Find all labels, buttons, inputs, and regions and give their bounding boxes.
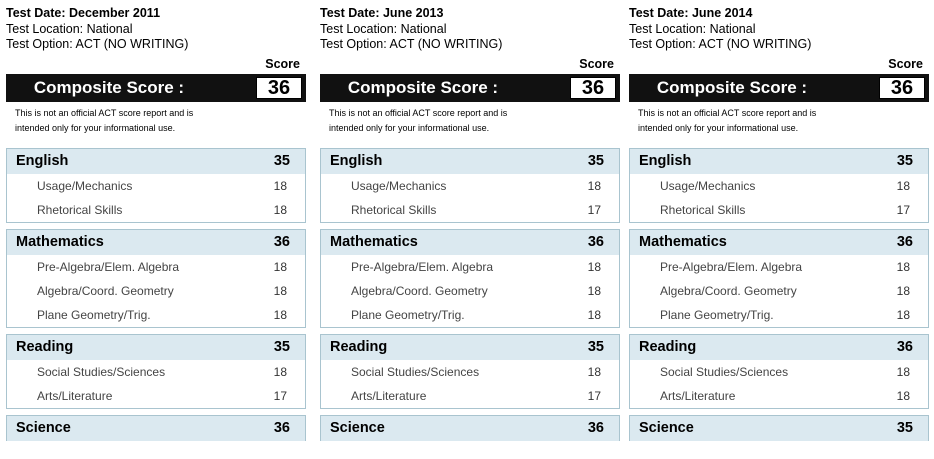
subscore-row (630, 279, 928, 303)
section-score: 35 (896, 153, 913, 169)
disclaimer (320, 102, 620, 142)
subscore-row (321, 384, 619, 408)
score-column-header: Score (888, 57, 923, 71)
section-score: 36 (896, 234, 913, 250)
subscore-row (7, 255, 305, 279)
subscore-value: 17 (273, 389, 287, 403)
subscore-value: 18 (587, 284, 601, 298)
section-header (7, 335, 305, 360)
section-title: Mathematics (16, 234, 104, 250)
subscore-row (321, 255, 619, 279)
subscore-name: Pre-Algebra/Elem. Algebra (37, 260, 180, 274)
composite-score-value: 36 (879, 77, 925, 99)
section-header (630, 335, 928, 360)
section-header (321, 335, 619, 360)
subscore-value: 18 (273, 365, 287, 379)
section-score: 36 (896, 339, 913, 355)
subscore-value: 17 (587, 203, 601, 217)
subscore-name: Plane Geometry/Trig. (351, 308, 465, 322)
section-science (320, 415, 620, 441)
composite-score-label: Composite Score : (347, 78, 499, 97)
subscore-value: 18 (587, 365, 601, 379)
section-score: 35 (587, 339, 604, 355)
disclaimer-line-2: intended only for your informational use. (329, 123, 490, 133)
subscore-name: Algebra/Coord. Geometry (351, 284, 488, 298)
section-title: Science (16, 420, 71, 436)
subscore-row (7, 303, 305, 327)
subscore-value: 18 (896, 308, 910, 322)
section-title: Reading (639, 339, 697, 355)
section-header (7, 149, 305, 174)
section-title: Reading (330, 339, 388, 355)
section-score: 36 (587, 420, 604, 436)
test-date: Test Date: June 2014 (629, 6, 753, 20)
section-score: 36 (273, 234, 290, 250)
test-date: Test Date: December 2011 (6, 6, 161, 20)
disclaimer (6, 102, 306, 142)
subscore-row (321, 303, 619, 327)
subscore-name: Pre-Algebra/Elem. Algebra (660, 260, 803, 274)
composite-score-bar (320, 74, 620, 102)
subscore-value: 18 (273, 179, 287, 193)
subscore-row (321, 174, 619, 198)
composite-score-label: Composite Score : (33, 78, 185, 97)
test-date: Test Date: June 2013 (320, 6, 444, 20)
report-column-jun-2013 (320, 0, 620, 441)
subscore-name: Arts/Literature (660, 389, 736, 403)
section-title: Mathematics (330, 234, 418, 250)
subscore-name: Social Studies/Sciences (37, 365, 166, 379)
subscore-name: Rhetorical Skills (37, 203, 123, 217)
test-option: Test Option: ACT (NO WRITING) (320, 37, 503, 51)
subscore-name: Rhetorical Skills (351, 203, 437, 217)
report-column-dec-2011 (6, 0, 306, 441)
section-title: English (639, 153, 692, 169)
section-science (6, 415, 306, 441)
composite-score-value: 36 (570, 77, 616, 99)
subscore-row (7, 174, 305, 198)
subscore-value: 18 (896, 284, 910, 298)
test-info (320, 0, 620, 54)
disclaimer-line-1: This is not an official ACT score report and is (329, 108, 508, 118)
composite-score-label: Composite Score : (656, 78, 808, 97)
section-score: 35 (587, 153, 604, 169)
score-column-header: Score (579, 57, 614, 71)
section-reading (629, 334, 929, 409)
subscore-name: Rhetorical Skills (660, 203, 746, 217)
subscore-name: Arts/Literature (37, 389, 113, 403)
subscore-value: 18 (896, 365, 910, 379)
subscore-value: 17 (896, 203, 910, 217)
test-location: Test Location: National (6, 21, 133, 36)
subscore-value: 17 (587, 389, 601, 403)
subscore-name: Arts/Literature (351, 389, 427, 403)
section-score: 35 (273, 153, 290, 169)
subscore-row (630, 255, 928, 279)
section-reading (6, 334, 306, 409)
subscore-value: 18 (273, 284, 287, 298)
subscore-row (630, 360, 928, 384)
section-title: Science (330, 420, 385, 436)
test-info (629, 0, 929, 54)
subscore-value: 18 (896, 179, 910, 193)
section-title: Reading (16, 339, 74, 355)
subscore-row (630, 303, 928, 327)
section-header (630, 416, 928, 441)
subscore-value: 18 (587, 179, 601, 193)
section-english (6, 148, 306, 223)
section-science (629, 415, 929, 441)
test-location: Test Location: National (629, 21, 756, 36)
score-column-header: Score (265, 57, 300, 71)
subscore-value: 18 (273, 260, 287, 274)
subscore-row (321, 279, 619, 303)
subscore-name: Algebra/Coord. Geometry (660, 284, 797, 298)
section-english (629, 148, 929, 223)
composite-score-bar (629, 74, 929, 102)
test-location: Test Location: National (320, 21, 447, 36)
disclaimer-line-1: This is not an official ACT score report and is (15, 108, 194, 118)
subscore-row (321, 198, 619, 222)
test-info (6, 0, 306, 54)
section-score: 35 (896, 420, 913, 436)
subscore-name: Social Studies/Sciences (351, 365, 480, 379)
subscore-value: 18 (273, 308, 287, 322)
subscore-name: Usage/Mechanics (660, 179, 756, 193)
subscore-row (7, 198, 305, 222)
section-header (7, 416, 305, 441)
disclaimer-line-2: intended only for your informational use. (638, 123, 799, 133)
test-option: Test Option: ACT (NO WRITING) (6, 37, 189, 51)
subscore-name: Plane Geometry/Trig. (660, 308, 774, 322)
subscore-row (630, 198, 928, 222)
subscore-value: 18 (587, 260, 601, 274)
section-header (630, 149, 928, 174)
section-header (7, 230, 305, 255)
disclaimer-line-2: intended only for your informational use. (15, 123, 176, 133)
composite-score-value: 36 (256, 77, 302, 99)
subscore-value: 18 (896, 389, 910, 403)
section-title: English (16, 153, 69, 169)
subscore-row (7, 360, 305, 384)
section-header (321, 230, 619, 255)
section-title: Mathematics (639, 234, 727, 250)
subscore-row (7, 279, 305, 303)
subscore-name: Usage/Mechanics (351, 179, 447, 193)
section-header (321, 149, 619, 174)
test-option: Test Option: ACT (NO WRITING) (629, 37, 812, 51)
section-mathematics (320, 229, 620, 328)
composite-score-bar (6, 74, 306, 102)
section-score: 36 (273, 420, 290, 436)
section-mathematics (629, 229, 929, 328)
subscore-row (630, 384, 928, 408)
section-header (630, 230, 928, 255)
subscore-name: Algebra/Coord. Geometry (37, 284, 174, 298)
section-header (321, 416, 619, 441)
subscore-row (321, 360, 619, 384)
disclaimer (629, 102, 929, 142)
section-score: 36 (587, 234, 604, 250)
subscore-value: 18 (587, 308, 601, 322)
subscore-row (630, 174, 928, 198)
report-column-jun-2014 (629, 0, 929, 441)
section-title: English (330, 153, 383, 169)
section-score: 35 (273, 339, 290, 355)
section-reading (320, 334, 620, 409)
subscore-name: Plane Geometry/Trig. (37, 308, 151, 322)
section-mathematics (6, 229, 306, 328)
section-title: Science (639, 420, 694, 436)
section-english (320, 148, 620, 223)
subscore-name: Usage/Mechanics (37, 179, 133, 193)
disclaimer-line-1: This is not an official ACT score report and is (638, 108, 817, 118)
subscore-value: 18 (896, 260, 910, 274)
subscore-name: Social Studies/Sciences (660, 365, 789, 379)
subscore-row (7, 384, 305, 408)
subscore-value: 18 (273, 203, 287, 217)
subscore-name: Pre-Algebra/Elem. Algebra (351, 260, 494, 274)
